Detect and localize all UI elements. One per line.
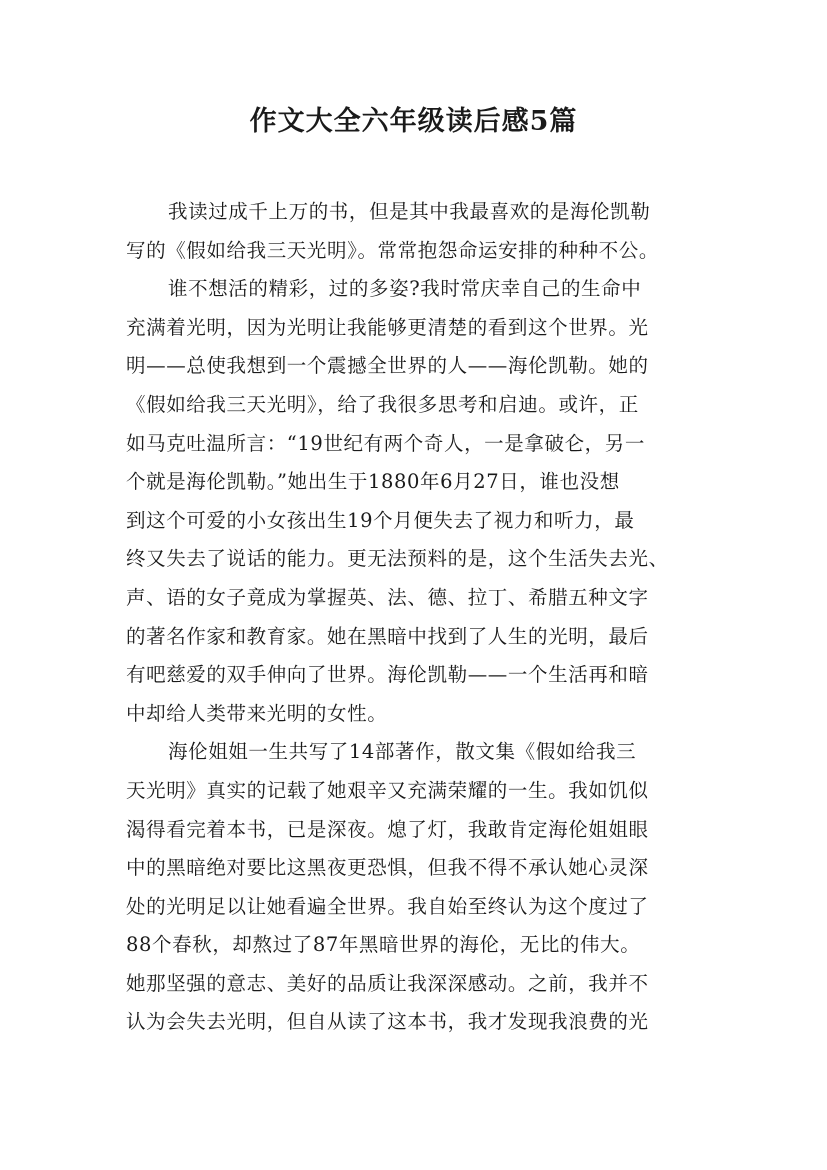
text-line: 有吧慈爱的双手伸向了世界。海伦凯勒——一个生活再和暗 (126, 663, 649, 687)
text-line: 写的《假如给我三天光明》。常常抱怨命运安排的种种不公。 (126, 238, 659, 262)
text-line: 中的黑暗绝对要比这黑夜更恐惧，但我不得不承认她心灵深 (126, 856, 649, 880)
text-line: 明——总使我想到一个震撼全世界的人——海伦凯勒。她的 (126, 354, 649, 378)
document-body (126, 193, 716, 1143)
text-line: 认为会失去光明，但自从读了这本书，我才发现我浪费的光 (126, 1010, 649, 1034)
text-line: 个就是海伦凯勒。”她出生于1880年6月27日，谁也没想 (126, 470, 620, 494)
text-line: 我读过成千上万的书，但是其中我最喜欢的是海伦凯勒 (168, 200, 651, 223)
text-line: 处的光明足以让她看遍全世界。我自始至终认为这个度过了 (126, 894, 649, 918)
text-line: 天光明》真实的记载了她艰辛又充满荣耀的一生。我如饥似 (126, 778, 649, 802)
text-line: 《假如给我三天光明》，给了我很多思考和启迪。或许，正 (126, 392, 639, 416)
text-line: 谁不想活的精彩，过的多姿?我时常庆幸自己的生命中 (168, 277, 642, 301)
text-line: 终又失去了说话的能力。更无法预料的是，这个生活失去光、 (126, 547, 669, 571)
text-line: 如马克吐温所言：“19世纪有两个奇人，一是拿破仑，另一 (126, 431, 645, 455)
text-line: 的著名作家和教育家。她在黑暗中找到了人生的光明，最后 (126, 624, 649, 648)
text-line: 中却给人类带来光明的女性。 (126, 701, 388, 725)
text-line: 海伦姐姐一生共写了14部著作，散文集《假如给我三 (168, 740, 637, 764)
text-line: 到这个可爱的小女孩出生19个月便失去了视力和听力，最 (126, 508, 635, 532)
text-line: 渴得看完着本书，已是深夜。熄了灯，我敢肯定海伦姐姐眼 (126, 817, 649, 841)
document-title: 作文大全六年级读后感5篇 (249, 106, 578, 137)
text-line: 88个春秋，却熬过了87年黑暗世界的海伦，无比的伟大。 (126, 933, 641, 957)
text-line: 声、语的女子竟成为掌握英、法、德、拉丁、希腊五种文字 (126, 585, 649, 609)
text-line: 充满着光明，因为光明让我能够更清楚的看到这个世界。光 (126, 315, 649, 339)
text-line: 她那坚强的意志、美好的品质让我深深感动。之前，我并不 (126, 971, 649, 995)
